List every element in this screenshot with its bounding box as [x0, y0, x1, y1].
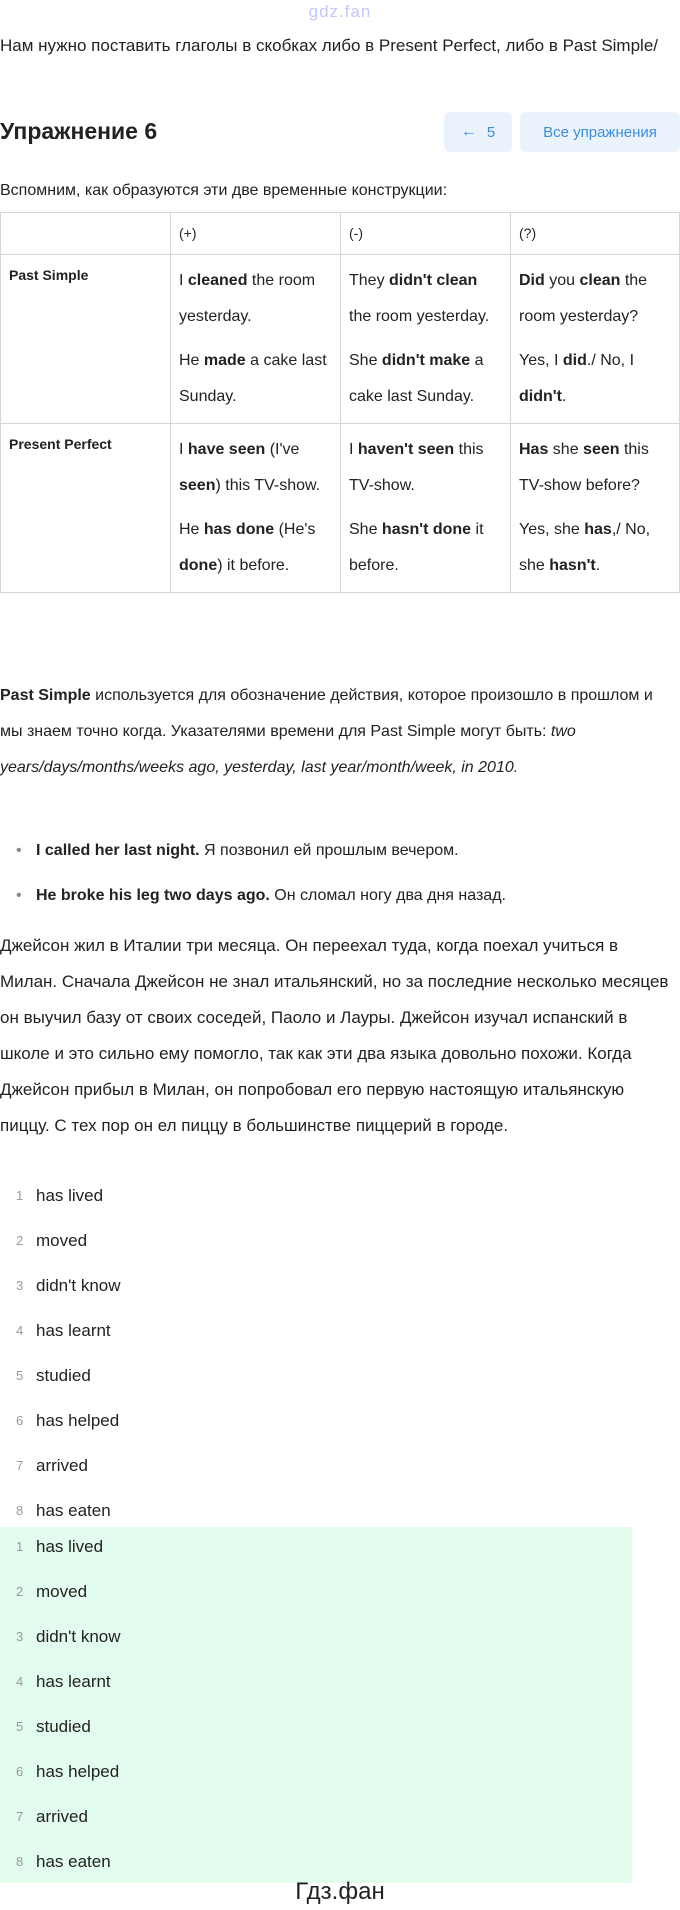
list-item — [0, 881, 680, 911]
answer-text: moved — [36, 1582, 88, 1601]
list-item — [0, 1221, 680, 1266]
list-item — [0, 1176, 680, 1221]
list-item — [0, 1572, 632, 1617]
answer-number: 6 — [16, 1413, 24, 1428]
answer-text: has learnt — [36, 1321, 111, 1340]
present-perfect-negative: I haven't seen this TV-show. She hasn't done it before. — [341, 424, 511, 593]
answer-number: 4 — [16, 1323, 24, 1338]
example-english: He broke his leg two days ago. — [36, 887, 270, 904]
answer-number: 5 — [16, 1368, 24, 1383]
time-markers: two years/days/months/weeks ago, yesterday, last year/month/week, in 2010. — [0, 723, 576, 776]
list-item — [0, 1527, 632, 1572]
answer-text: didn't know — [36, 1276, 121, 1295]
answer-number: 7 — [16, 1458, 24, 1473]
past-simple-term: Past Simple — [0, 687, 91, 704]
answer-number: 3 — [16, 1629, 24, 1644]
footer-site-name[interactable]: Гдз.фан — [295, 1878, 385, 1905]
answer-number: 2 — [16, 1584, 24, 1599]
example-english: I called her last night. — [36, 842, 200, 859]
past-simple-negative: They didn't clean the room yesterday. She didn't make a cake last Sunday. — [341, 255, 511, 424]
table-corner-cell — [1, 213, 171, 255]
header-question: (?) — [511, 213, 680, 255]
table-header-row — [1, 213, 680, 255]
past-simple-positive: I cleaned the room yesterday. He made a cake last Sunday. — [171, 255, 341, 424]
answer-number: 8 — [16, 1503, 24, 1518]
site-logo[interactable]: gdz.fan — [308, 2, 372, 21]
past-simple-question: Did you clean the room yesterday? Yes, I did./ No, I didn't. — [511, 255, 680, 424]
past-simple-description: используется для обозначение действия, которое произошло в прошлом и мы знаем точно когда. Указателями времени для Past Simple могут быть: — [0, 687, 653, 740]
row-label-present-perfect: Present Perfect — [1, 424, 171, 593]
answer-text: studied — [36, 1366, 91, 1385]
example-translation: Я позвонил ей прошлым вечером. — [199, 842, 459, 859]
prev-exercise-button[interactable] — [444, 112, 512, 152]
list-item — [0, 1356, 680, 1401]
prev-exercise-label: 5 — [486, 123, 496, 141]
answers-list-highlighted — [0, 1527, 632, 1883]
answer-text: has eaten — [36, 1501, 111, 1520]
arrow-left-icon: ← — [460, 123, 477, 140]
answer-text: has helped — [36, 1762, 120, 1781]
header-negative: (-) — [341, 213, 511, 255]
answer-text: moved — [36, 1231, 88, 1250]
present-perfect-positive: I have seen (I've seen) this TV-show. He has done (He's done) it before. — [171, 424, 341, 593]
past-simple-explanation — [0, 678, 670, 786]
answer-number: 2 — [16, 1233, 24, 1248]
answer-text: has lived — [36, 1537, 104, 1556]
exercise-header — [0, 112, 680, 158]
list-item — [0, 1401, 680, 1446]
answer-number: 4 — [16, 1674, 24, 1689]
list-item — [0, 1752, 632, 1797]
list-item — [0, 1617, 632, 1662]
list-item — [0, 1266, 680, 1311]
answer-text: arrived — [36, 1807, 88, 1826]
row-label-past-simple: Past Simple — [1, 255, 171, 424]
answer-number: 5 — [16, 1719, 24, 1734]
all-exercises-button[interactable]: Все упражнения — [520, 112, 680, 152]
remember-text: Вспомним, как образуются эти две временные конструкции: — [0, 182, 448, 199]
list-item — [0, 1311, 680, 1356]
answer-text: has helped — [36, 1411, 120, 1430]
grammar-table — [0, 212, 680, 593]
answer-text: has lived — [36, 1186, 104, 1205]
example-translation: Он сломал ногу два дня назад. — [269, 887, 506, 904]
answer-number: 1 — [16, 1188, 24, 1203]
table-row-past-simple — [1, 255, 680, 424]
answer-number: 1 — [16, 1539, 24, 1554]
list-item — [0, 1446, 680, 1491]
examples-list — [0, 836, 680, 926]
answer-number: 3 — [16, 1278, 24, 1293]
answer-text: studied — [36, 1717, 91, 1736]
list-item — [0, 1797, 632, 1842]
answer-number: 8 — [16, 1854, 24, 1869]
header-positive: (+) — [171, 213, 341, 255]
list-item — [0, 1707, 632, 1752]
story-translation: Джейсон жил в Италии три месяца. Он переехал туда, когда поехал учиться в Милан. Сначала Джейсон не знал итальянский, но за последние несколько месяцев он выучил базу от своих соседей, Паоло и Лауры. Джейсон изучал испанский в школе и это сильно ему помогло, так как эти два языка довольно похожи. Когда Джейсон прибыл в Милан, он попробовал его первую настоящую итальянскую пиццу. С тех пор он ел пиццу в большинстве пиццерий в городе. — [0, 936, 669, 1135]
answers-list — [0, 1176, 680, 1536]
answer-text: didn't know — [36, 1627, 121, 1646]
present-perfect-question: Has she seen this TV-show before? Yes, she has,/ No, she hasn't. — [511, 424, 680, 593]
answer-number: 7 — [16, 1809, 24, 1824]
exercise-title: Упражнение 6 — [0, 118, 158, 144]
answer-text: arrived — [36, 1456, 88, 1475]
answer-number: 6 — [16, 1764, 24, 1779]
answer-text: has learnt — [36, 1672, 111, 1691]
answer-text: has eaten — [36, 1852, 111, 1871]
list-item — [0, 1662, 632, 1707]
list-item — [0, 836, 680, 866]
intro-text: Нам нужно поставить глаголы в скобках либо в Present Perfect, либо в Past Simple/ — [0, 36, 659, 55]
table-row-present-perfect — [1, 424, 680, 593]
